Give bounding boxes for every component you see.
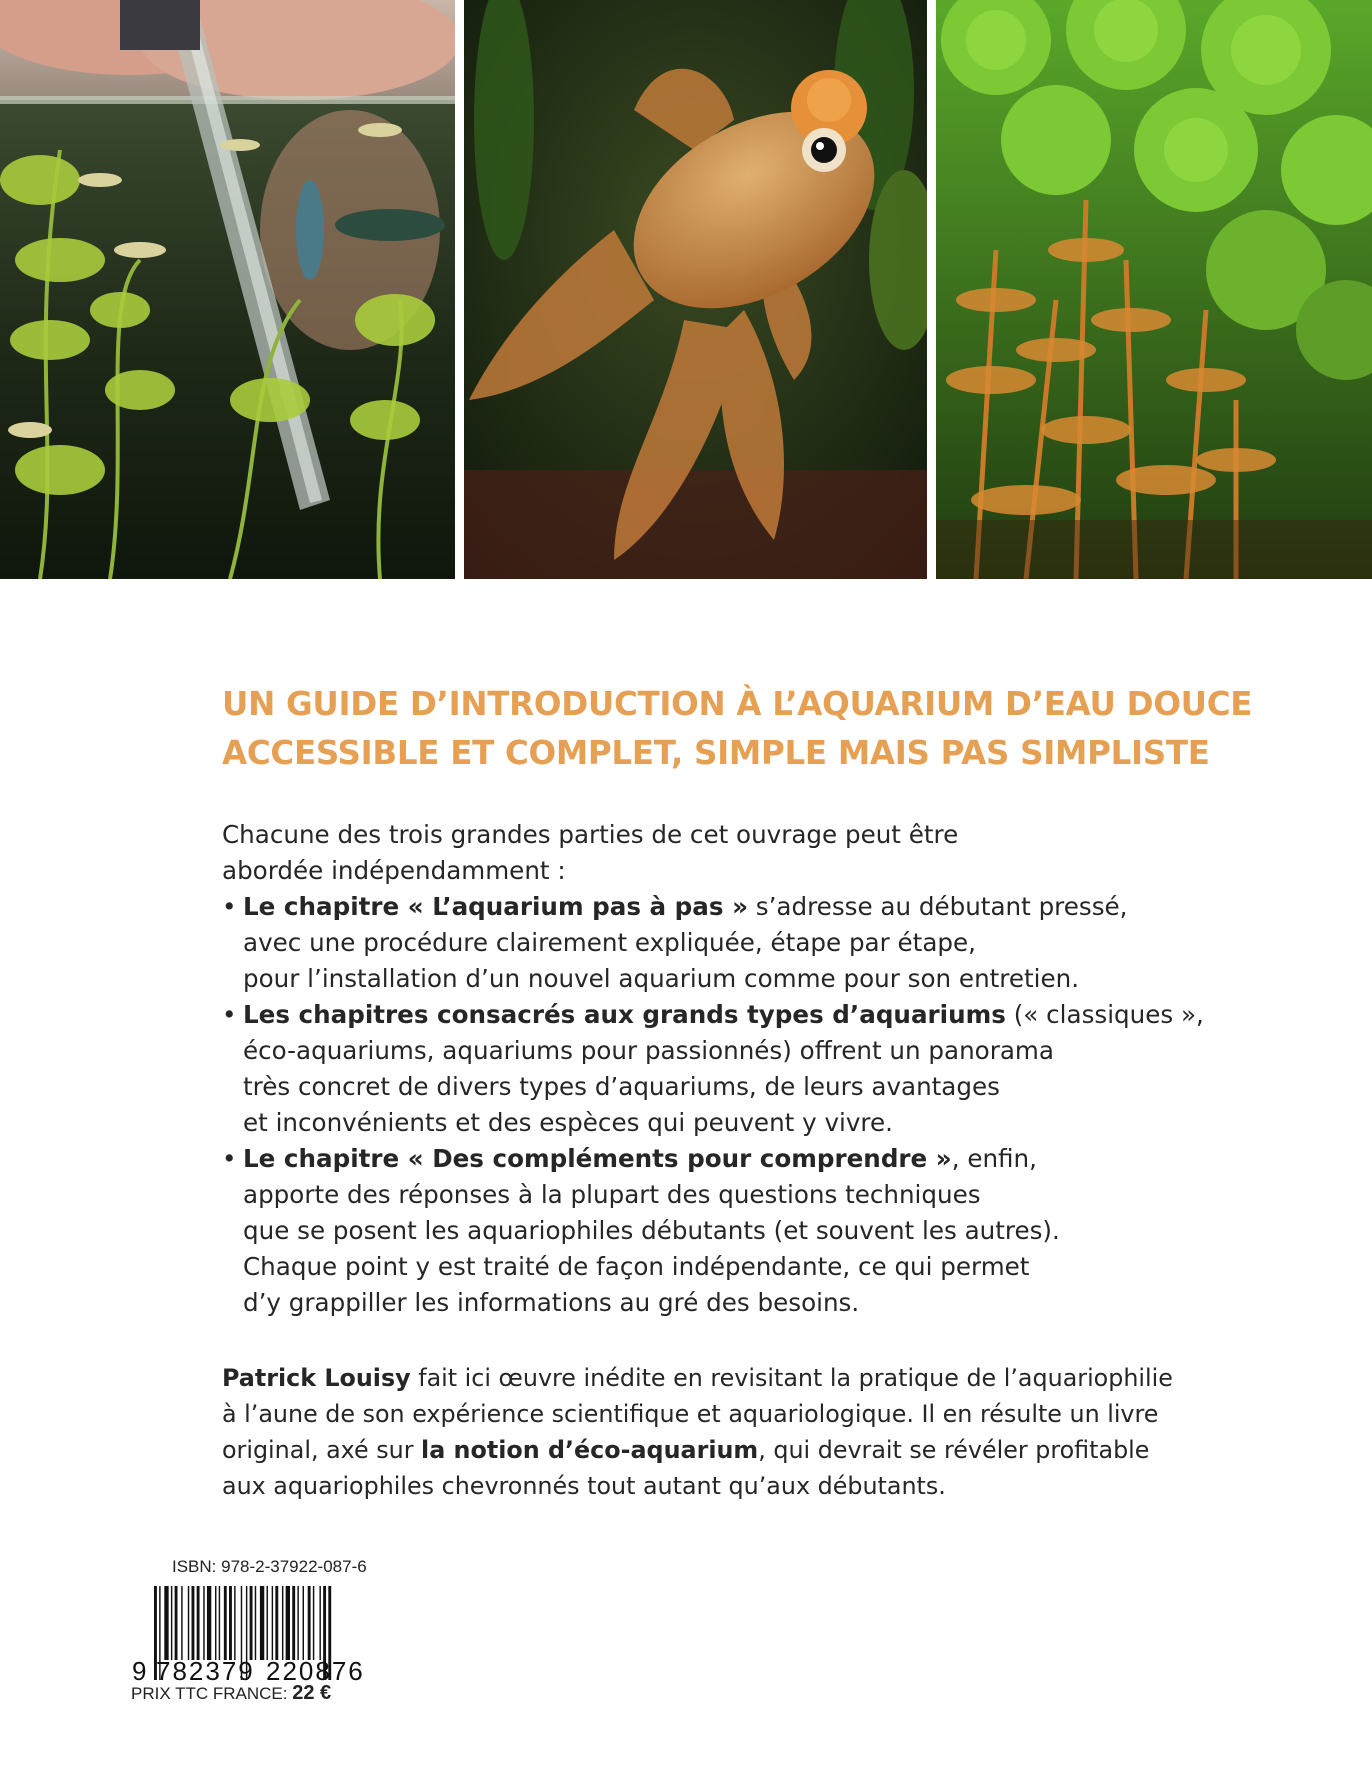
author-text: original, axé sur	[222, 1436, 422, 1464]
barcode-left-digits: 782379	[156, 1656, 255, 1682]
chapter-text: (« classiques »,	[1005, 1000, 1204, 1029]
author-paragraph	[222, 1360, 1322, 1504]
barcode-first-digit: 9	[132, 1656, 147, 1682]
chapter-text: , enfin,	[951, 1144, 1037, 1173]
barcode-bar	[219, 1586, 220, 1660]
barcode-bar	[297, 1586, 298, 1660]
barcode-bar	[215, 1586, 216, 1660]
author-text: , qui devrait se révéler profitable	[758, 1436, 1150, 1464]
barcode-bar	[203, 1586, 204, 1660]
barcode-bar	[292, 1586, 295, 1660]
author-text-line: à l’aune de son expérience scientifique et aquariologique. Il en résulte un livre	[222, 1400, 1159, 1428]
intro-paragraph	[222, 817, 1222, 889]
goldfish-photo	[464, 0, 927, 579]
barcode-bar	[282, 1586, 283, 1660]
chapter-list	[222, 889, 1272, 1321]
barcode-bar	[303, 1586, 304, 1660]
aquatic-plants-photo	[936, 0, 1372, 579]
chapter-text-line: apporte des réponses à la plupart des questions techniques	[243, 1180, 981, 1209]
barcode-bar	[286, 1586, 290, 1660]
barcode-bar	[171, 1586, 172, 1660]
barcode-bar	[275, 1586, 278, 1660]
headline	[222, 680, 1252, 778]
bullet-icon: •	[222, 1144, 237, 1173]
chapter-text-line: très concret de divers types d’aquariums, de leurs avantages	[243, 1072, 1000, 1101]
barcode-bar	[192, 1586, 195, 1660]
barcode-bar	[197, 1586, 200, 1660]
cover-photo-strip	[0, 0, 1372, 579]
barcode-bar	[260, 1586, 264, 1660]
intro-line-2: abordée indépendamment :	[222, 856, 566, 885]
barcode-bar	[175, 1586, 178, 1660]
author-text-line: aux aquariophiles chevronnés tout autant qu’aux débutants.	[222, 1472, 946, 1500]
barcode-bar	[308, 1586, 311, 1660]
barcode-bar	[319, 1586, 320, 1660]
chapter-text-line: que se posent les aquariophiles débutants (et souvent les autres).	[243, 1216, 1060, 1245]
eco-aquarium-highlight: la notion d’éco-aquarium	[421, 1436, 759, 1464]
barcode-right-digits: 220876	[266, 1656, 365, 1682]
chapter-title: Le chapitre « L’aquarium pas à pas »	[243, 892, 748, 921]
barcode-bar	[250, 1586, 253, 1660]
headline-line-2: ACCESSIBLE ET COMPLET, SIMPLE MAIS PAS SIMPLISTE	[222, 734, 1210, 772]
chapter-text-line: éco-aquariums, aquariums pour passionnés) offrent un panorama	[243, 1036, 1054, 1065]
barcode-bar	[234, 1586, 235, 1660]
chapter-title: Le chapitre « Des compléments pour comprendre »	[243, 1144, 952, 1173]
chapter-title: Les chapitres consacrés aux grands types d’aquariums	[243, 1000, 1006, 1029]
barcode-bar	[313, 1586, 314, 1660]
barcode-bar	[207, 1586, 211, 1660]
bullet-icon: •	[222, 892, 237, 921]
intro-line-1: Chacune des trois grandes parties de cet ouvrage peut être	[222, 820, 959, 849]
barcode-bar	[224, 1586, 227, 1660]
headline-line-1: UN GUIDE D’INTRODUCTION À L’AQUARIUM D’EAU DOUCE	[222, 685, 1253, 723]
author-text: fait ici œuvre inédite en revisitant la pratique de l’aquariophilie	[410, 1364, 1173, 1392]
chapter-list-item	[222, 1141, 1272, 1321]
barcode-bar	[272, 1586, 273, 1660]
bullet-icon: •	[222, 1000, 237, 1029]
barcode-bar	[229, 1586, 232, 1660]
price-label: PRIX TTC FRANCE:	[131, 1684, 293, 1703]
barcode-bar	[164, 1586, 168, 1660]
price	[131, 1682, 331, 1705]
chapter-text: s’adresse au débutant pressé,	[747, 892, 1128, 921]
chapter-list-item	[222, 997, 1272, 1141]
aquarium-maintenance-photo	[0, 0, 455, 579]
chapter-text-line: d’y grappiller les informations au gré des besoins.	[243, 1288, 860, 1317]
barcode-bar	[188, 1586, 189, 1660]
barcode-bar	[181, 1586, 182, 1660]
barcode-bar	[255, 1586, 256, 1660]
price-amount: 22 €	[292, 1682, 332, 1704]
chapter-text-line: avec une procédure clairement expliquée, étape par étape,	[243, 928, 976, 957]
chapter-text-line: pour l’installation d’un nouvel aquarium comme pour son entretien.	[243, 964, 1080, 993]
chapter-list-item	[222, 889, 1272, 997]
chapter-text-line: et inconvénients et des espèces qui peuvent y vivre.	[243, 1108, 893, 1137]
isbn-barcode	[132, 1584, 380, 1682]
barcode-bar	[267, 1586, 268, 1660]
isbn-label: ISBN: 978-2-37922-087-6	[172, 1557, 367, 1576]
chapter-text-line: Chaque point y est traité de façon indépendante, ce qui permet	[243, 1252, 1030, 1281]
author-name: Patrick Louisy	[222, 1364, 411, 1392]
